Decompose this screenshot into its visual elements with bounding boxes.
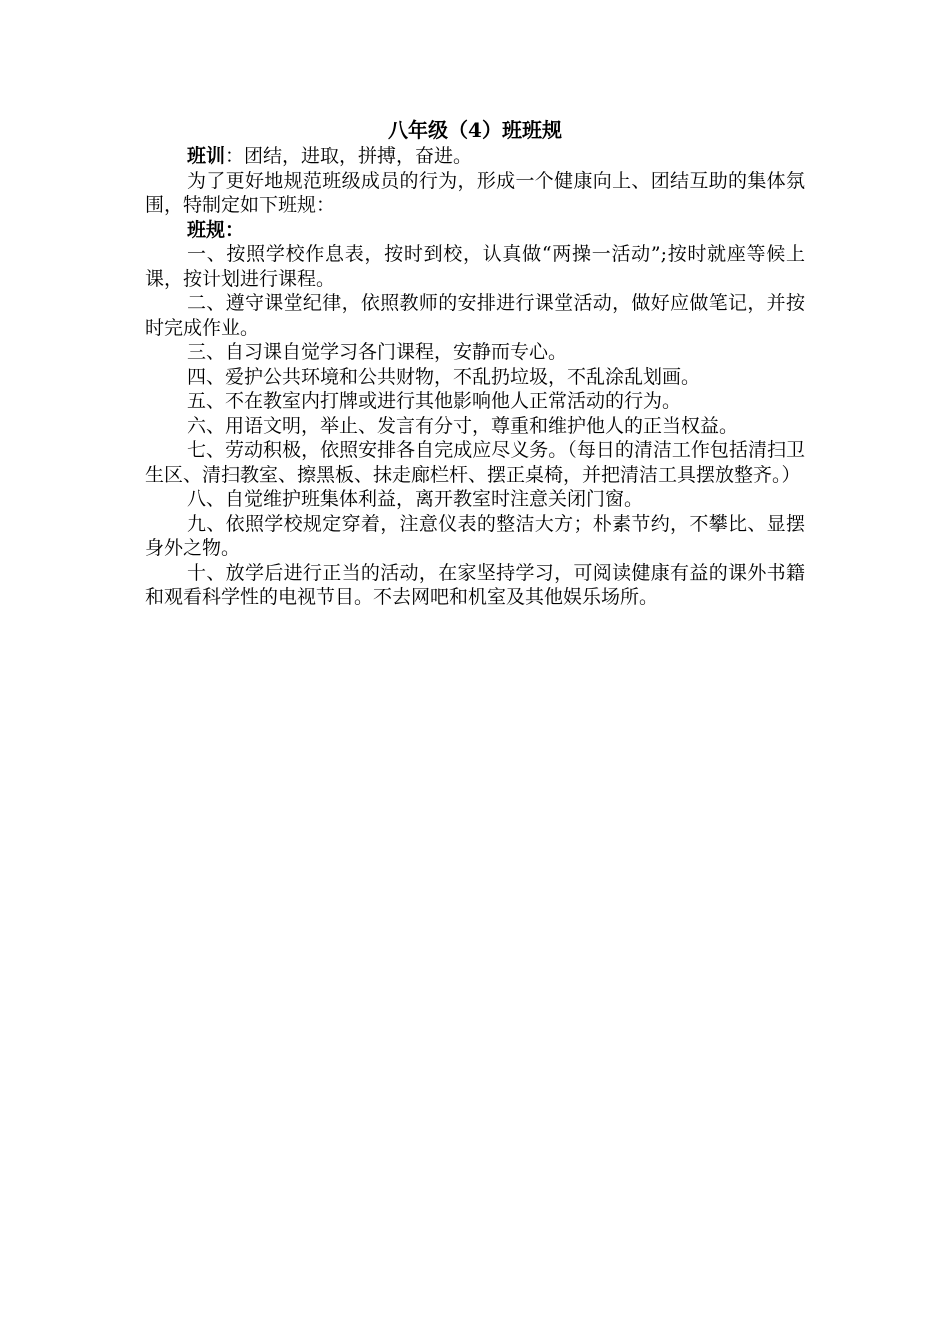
- rule-item-10: 十、放学后进行正当的活动，在家坚持学习，可阅读健康有益的课外书籍和观看科学性的电视节目。不去网吧和机室及其他娱乐场所。: [145, 561, 805, 608]
- class-motto-label: 班训: [187, 145, 226, 167]
- rule-item-1: 一、按照学校作息表，按时到校，认真做“两操一活动”;按时就座等候上课，按计划进行课程。: [145, 243, 805, 290]
- class-motto-text: ：团结，进取，拼搏，奋进。: [225, 145, 473, 167]
- rule-item-6: 六、用语文明，举止、发言有分寸，尊重和维护他人的正当权益。: [187, 414, 739, 437]
- rule-item-7: 七、劳动积极，依照安排各自完成应尽义务。（每日的清洁工作包括清扫卫生区、清扫教室、擦黑板、抹走廊栏杆、摆正桌椅，并把清洁工具摆放整齐。）: [145, 439, 805, 486]
- rule-item-3: 三、自习课自觉学习各门课程，安静而专心。: [187, 341, 568, 363]
- rule-item-2: 二、遵守课堂纪律，依照教师的安排进行课堂活动，做好应做笔记，并按时完成作业。: [145, 292, 805, 339]
- rules-heading: 班规：: [187, 218, 245, 241]
- document-body: [145, 116, 805, 610]
- rule-item-8: 八、自觉维护班集体利益，离开教室时注意关闭门窗。: [187, 488, 644, 510]
- intro-paragraph: 为了更好地规范班级成员的行为，形成一个健康向上、团结互助的集体氛围，特制定如下班规：: [145, 169, 805, 216]
- rule-item-5: 五、不在教室内打牌或进行其他影响他人正常活动的行为。: [187, 390, 682, 412]
- rule-item-4: 四、爱护公共环境和公共财物，不乱扔垃圾，不乱涂乱划画。: [187, 365, 701, 388]
- document-title: 八年级（4）班班规: [388, 118, 562, 142]
- rule-item-9: 九、依照学校规定穿着，注意仪表的整洁大方；朴素节约，不攀比、显摆身外之物。: [145, 512, 805, 559]
- class-motto: [145, 144, 805, 169]
